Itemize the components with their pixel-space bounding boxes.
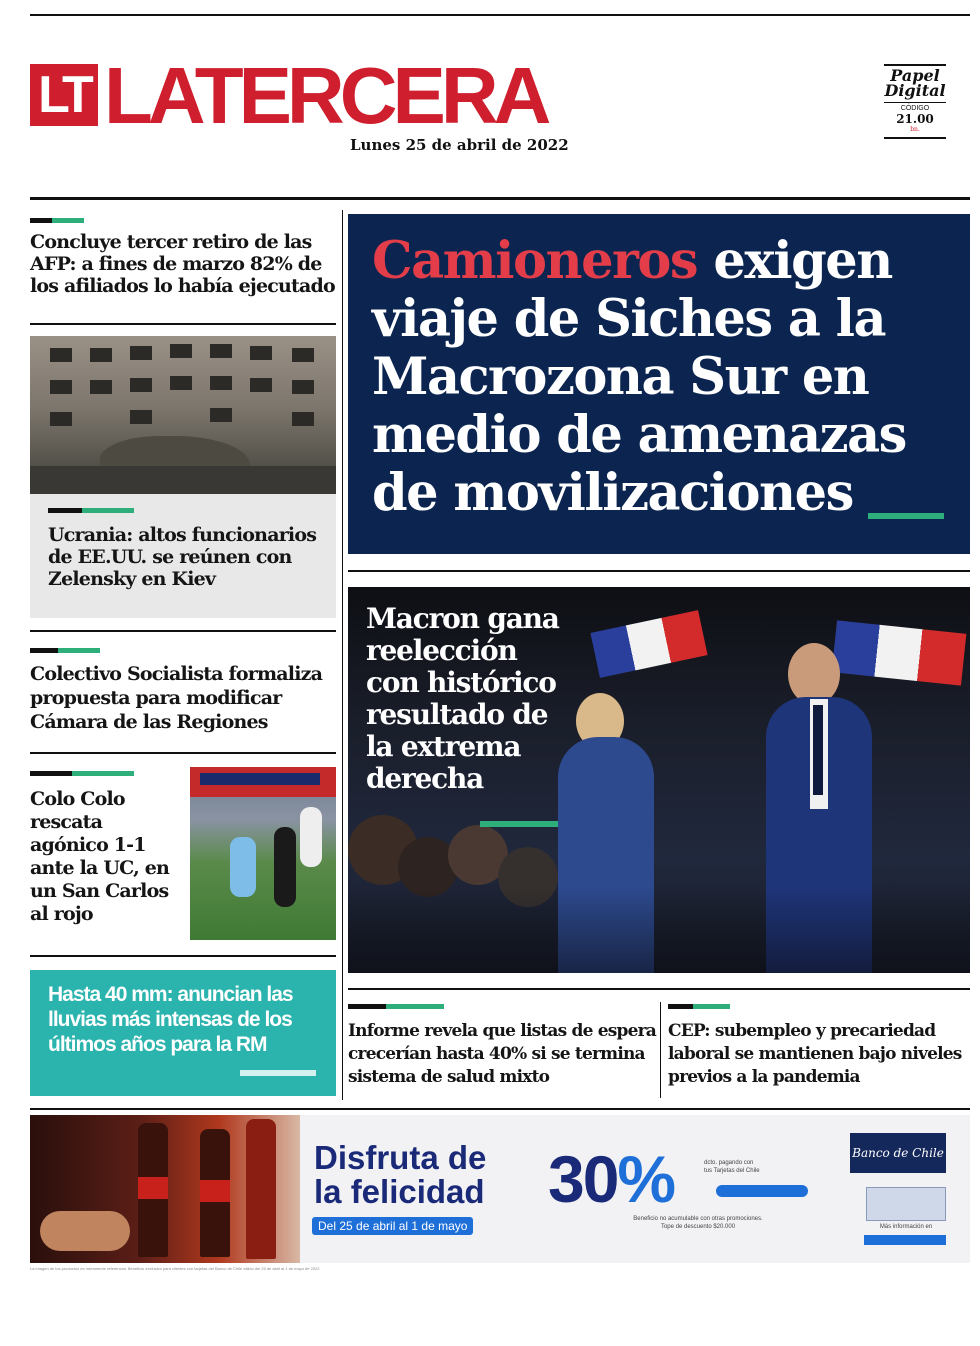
ad-qr-area bbox=[866, 1187, 946, 1221]
lead-story-box[interactable] bbox=[348, 214, 970, 554]
bottom-divider bbox=[660, 1002, 661, 1098]
lead-badge bbox=[868, 513, 944, 519]
bottom-left-headline[interactable]: Informe revela que listas de espera crecerían hasta 40% si se termina sistema de salud mixto bbox=[348, 1021, 657, 1087]
bank-logo[interactable]: Banco de Chile bbox=[850, 1133, 946, 1173]
story1-rule bbox=[30, 323, 336, 325]
story5-headline[interactable]: Hasta 40 mm: anuncian las lluvias más intensas de los últimos años para la RM bbox=[48, 983, 293, 1056]
ad-discount: 30% bbox=[548, 1142, 675, 1216]
ad-product-photo bbox=[30, 1115, 300, 1263]
story2-headline[interactable]: Ucrania: altos funcionarios de EE.UU. se reúnen con Zelensky en Kiev bbox=[48, 524, 317, 590]
ad-dates: Del 25 de abril al 1 de mayo bbox=[312, 1217, 473, 1235]
top-rule bbox=[30, 14, 970, 16]
ad-terms: dcto. pagando con tus Tarjetas del Chile bbox=[704, 1160, 760, 1174]
ad-more-info-link[interactable] bbox=[864, 1235, 946, 1245]
story2-rule bbox=[30, 630, 336, 632]
lead-headline[interactable] bbox=[372, 232, 952, 522]
lead-headline-accent: Camioneros bbox=[372, 231, 698, 291]
ukraine-building-photo[interactable] bbox=[30, 336, 336, 494]
bottom-right-kicker-bar bbox=[668, 1004, 730, 1009]
story3-headline[interactable]: Colectivo Socialista formaliza propuesta para modificar Cámara de las Regiones bbox=[30, 663, 323, 733]
story2-kicker-bar bbox=[48, 508, 134, 513]
lead-headline-rest: exigen viaje de Siches a la Macrozona Sur en medio de amenazas de movilizaciones bbox=[372, 231, 906, 523]
column-divider bbox=[342, 210, 343, 1100]
edition-price: 21.00 bbox=[896, 112, 934, 126]
story3-kicker-bar bbox=[30, 648, 100, 653]
story2-box bbox=[30, 494, 336, 618]
ad-card-pill bbox=[716, 1185, 808, 1197]
ad-legal: La imagen de los productos es meramente referencial. Beneficio exclusivo para clientes con tarjetas del Banco de Chile válido del 25 de abril al 1 de mayo de 2022. bbox=[30, 1266, 321, 1271]
masthead-title[interactable]: LATERCERA bbox=[104, 51, 547, 140]
bottom-right-headline[interactable]: CEP: subempleo y precariedad laboral se mantienen bajo niveles previos a la pandemia bbox=[668, 1021, 962, 1087]
story4-kicker-bar bbox=[30, 771, 134, 776]
papel-digital-badge[interactable] bbox=[884, 64, 946, 139]
macron-feature-photo[interactable] bbox=[348, 587, 970, 973]
story4-headline[interactable]: Colo Colo rescata agónico 1-1 ante la UC, en un San Carlos al rojo bbox=[30, 788, 170, 925]
bottom-left-kicker-bar bbox=[348, 1004, 444, 1009]
story5-badge bbox=[240, 1070, 316, 1076]
colo-colo-match-photo[interactable] bbox=[190, 767, 336, 940]
lead-rule bbox=[348, 570, 970, 572]
edition-date: Lunes 25 de abril de 2022 bbox=[350, 136, 569, 154]
feature-headline[interactable]: Macron gana reelección con histórico resultado de la extrema derecha bbox=[366, 602, 559, 795]
ad-more-info[interactable]: Más información en bbox=[879, 1224, 933, 1230]
story4-rule bbox=[30, 955, 336, 957]
ad-fine-print: Beneficio no acumulable con otras promociones. Tope de descuento $20.000 bbox=[633, 1216, 763, 1230]
edition-code-label: CÓDIGO bbox=[884, 102, 946, 112]
logo-mark[interactable]: LT bbox=[30, 64, 98, 126]
story1-kicker-bar bbox=[30, 218, 84, 223]
feature-badge bbox=[480, 821, 558, 827]
weather-story-box[interactable] bbox=[30, 970, 336, 1096]
ad-headline: Disfruta de la felicidad bbox=[314, 1139, 487, 1210]
story1-headline[interactable]: Concluye tercer retiro de las AFP: a fines de marzo 82% de los afiliados lo había ejecutado bbox=[30, 231, 335, 297]
advertisement[interactable] bbox=[30, 1115, 970, 1263]
story3-rule bbox=[30, 752, 336, 754]
ad-top-rule bbox=[30, 1108, 970, 1110]
papel-digital-label: Papel Digital bbox=[884, 66, 946, 100]
feature-rule bbox=[348, 988, 970, 990]
masthead-divider bbox=[30, 197, 970, 200]
edition-note: bn. bbox=[884, 126, 946, 139]
